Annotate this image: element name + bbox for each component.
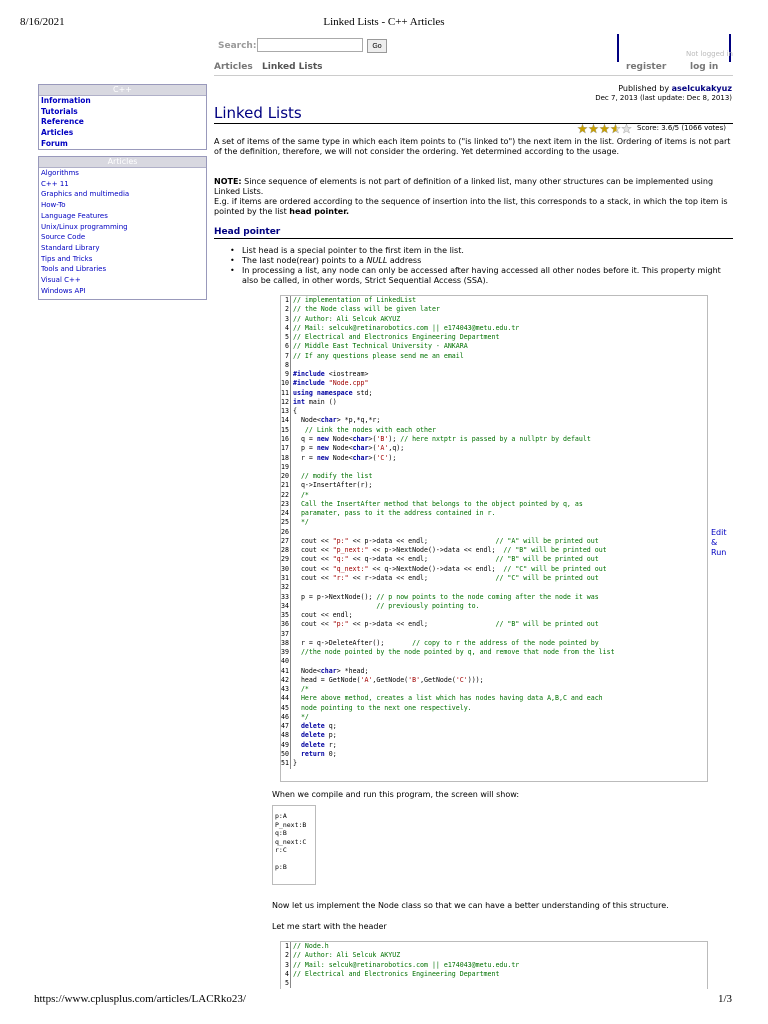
code-line xyxy=(281,574,707,583)
line-number: 12 xyxy=(281,397,289,406)
sidebar-articles-box xyxy=(38,156,207,300)
code-text: int main () xyxy=(293,397,337,406)
line-number: 33 xyxy=(281,592,289,601)
page-title: Linked Lists xyxy=(214,104,302,122)
line-number: 23 xyxy=(281,499,289,508)
code-line xyxy=(281,970,707,979)
code-text: } xyxy=(293,759,297,768)
code-line xyxy=(281,620,707,629)
sidebar-item-windows-api[interactable]: Windows API xyxy=(41,286,86,295)
line-number: 46 xyxy=(281,712,289,721)
code-text: q->InsertAfter(r); xyxy=(293,481,373,490)
code-text: #include <iostream> xyxy=(293,370,369,379)
code-line xyxy=(281,593,707,602)
code-line xyxy=(281,361,707,370)
list-item xyxy=(228,256,734,266)
code-text: // previously pointing to. xyxy=(376,601,480,610)
output-line: q_next:C xyxy=(275,837,307,846)
line-number: 36 xyxy=(281,620,289,629)
line-number: 10 xyxy=(281,379,289,388)
sidebar-cpp-header: C++ xyxy=(39,85,206,96)
code-line xyxy=(281,759,707,768)
line-number: 2 xyxy=(281,951,291,960)
star-icon[interactable] xyxy=(589,124,599,133)
code-text: // Mail: selcuk@retinarobotics.com || e174043@metu.edu.tr xyxy=(293,960,520,969)
code-text: cout << "p_next:" << p->NextNode()->data << endl; // "B" will be printed out xyxy=(293,546,607,555)
login-link[interactable]: log in xyxy=(690,62,719,72)
list-item: • In processing a list, any node can only be accessed after having accessed all other nodes before it. This property might also be called, in other words, Strict Sequential Access (SSA). xyxy=(228,266,734,286)
sidebar-item-cpp11[interactable]: C++ 11 xyxy=(41,179,69,188)
code-text: delete p; xyxy=(300,731,337,740)
line-number: 40 xyxy=(281,657,289,666)
line-number: 35 xyxy=(281,611,289,620)
code-line xyxy=(281,518,707,527)
login-box-left-border xyxy=(617,34,619,62)
line-number: 43 xyxy=(281,685,289,694)
line-number: 2 xyxy=(281,305,291,314)
code-text: */ xyxy=(293,518,309,527)
rating-score: Score: 3.6/5 (1066 votes) xyxy=(637,124,726,132)
sidebar-cpp-box xyxy=(38,84,207,150)
line-number: 6 xyxy=(281,342,291,351)
line-number: 19 xyxy=(281,462,289,471)
line-number: 30 xyxy=(281,564,289,573)
star-icon[interactable] xyxy=(611,124,621,133)
code-line xyxy=(281,611,707,620)
code-text: // Author: Ali Selcuk AKYUZ xyxy=(293,314,401,323)
code-text: /* xyxy=(293,490,309,499)
print-url: https://www.cplusplus.com/articles/LACRko23/ xyxy=(34,993,246,1005)
line-number: 47 xyxy=(281,722,289,731)
line-number: 31 xyxy=(281,573,289,582)
line-number: 11 xyxy=(281,388,289,397)
output-line xyxy=(275,855,313,864)
edit-and-run-link[interactable]: Edit & Run xyxy=(711,528,727,557)
code-text: p = new Node<char>('A',q); xyxy=(293,444,405,453)
code-text: // Electrical and Electronics Engineering Department xyxy=(293,969,500,978)
line-number: 48 xyxy=(281,731,289,740)
print-title: Linked Lists - C++ Articles xyxy=(323,16,445,28)
code-text: Node<char> *head; xyxy=(293,666,369,675)
now-text: Now let us implement the Node class so that we can have a better understanding of this structure. xyxy=(272,901,669,910)
line-number: 50 xyxy=(281,750,289,759)
code-line xyxy=(281,472,707,481)
code-line xyxy=(281,602,707,611)
line-number: 13 xyxy=(281,407,289,416)
sidebar-item-information[interactable]: Information xyxy=(41,96,91,105)
code-line xyxy=(281,731,707,740)
code-line xyxy=(281,389,707,398)
code-text: cout << "q:" << q->data << endl; // "B" will be printed out xyxy=(293,555,599,564)
line-number: 1 xyxy=(281,942,291,951)
line-number: 5 xyxy=(281,333,291,342)
output-line: P_next:B xyxy=(275,820,307,829)
code-line xyxy=(281,463,707,472)
code-text: delete q; xyxy=(300,722,337,731)
code-text: q = new Node<char>('B'); // here nxtptr is passed by a nullptr by default xyxy=(293,434,591,443)
code-line xyxy=(281,676,707,685)
line-number: 49 xyxy=(281,740,289,749)
line-number: 44 xyxy=(281,694,289,703)
sidebar-articles-header: Articles xyxy=(39,157,206,168)
code-text: r = new Node<char>('C'); xyxy=(293,453,397,462)
search-input[interactable] xyxy=(257,38,363,52)
section-heading-head-pointer: Head pointer xyxy=(214,227,281,237)
code-line xyxy=(281,426,707,435)
sidebar-item-unix-linux[interactable]: Unix/Linux programming xyxy=(41,222,128,231)
line-number: 20 xyxy=(281,472,289,481)
code-text: // modify the list xyxy=(300,472,373,481)
code-line xyxy=(281,416,707,425)
code-text: head = GetNode('A',GetNode('B',GetNode('C'))); xyxy=(293,675,484,684)
code-text: paramater, pass to it the address contained in r. xyxy=(293,509,496,518)
line-number: 16 xyxy=(281,434,289,443)
code-text: /* xyxy=(293,685,309,694)
sidebar-item-articles[interactable]: Articles xyxy=(41,128,74,138)
sidebar-item-graphics[interactable]: Graphics and multimedia xyxy=(41,190,130,199)
code-line xyxy=(281,685,707,694)
line-number: 21 xyxy=(281,481,289,490)
line-number: 27 xyxy=(281,536,289,545)
code-line xyxy=(281,722,707,731)
line-number: 29 xyxy=(281,555,289,564)
line-number: 8 xyxy=(281,361,291,370)
output-line: q:B xyxy=(275,829,287,837)
sidebar-item-forum[interactable]: Forum xyxy=(41,138,68,148)
sidebar-item-source-code[interactable]: Source Code xyxy=(41,233,86,242)
code-line xyxy=(281,667,707,676)
code-line xyxy=(281,398,707,407)
sidebar-item-tips[interactable]: Tips and Tricks xyxy=(41,254,93,263)
code-line xyxy=(281,315,707,324)
code-line xyxy=(281,713,707,722)
code-text: // Link the nodes with each other xyxy=(304,425,436,434)
code-line xyxy=(281,657,707,666)
code-line xyxy=(281,342,707,351)
line-number: 18 xyxy=(281,453,289,462)
star-icon[interactable] xyxy=(622,124,632,133)
code-block-node-header[interactable] xyxy=(280,941,708,989)
line-number: 15 xyxy=(281,425,289,434)
code-line xyxy=(281,630,707,639)
code-line xyxy=(281,509,707,518)
sidebar-item-reference[interactable]: Reference xyxy=(41,117,84,127)
output-line: p:B xyxy=(275,863,287,871)
code-text: // Electrical and Electronics Engineering Department xyxy=(293,333,500,342)
note-label: NOTE: xyxy=(214,177,242,186)
article-dates: Dec 7, 2013 (last update: Dec 8, 2013) xyxy=(595,94,732,102)
not-logged-in-text: Not logged in xyxy=(686,50,733,58)
breadcrumb-articles[interactable]: Articles xyxy=(214,62,253,72)
program-output-box xyxy=(272,805,316,885)
code-line xyxy=(281,750,707,759)
line-number: 42 xyxy=(281,675,289,684)
published-prefix: Published by xyxy=(618,84,672,93)
print-date: 8/16/2021 xyxy=(20,16,65,28)
go-button[interactable]: Go xyxy=(367,39,387,53)
code-line xyxy=(281,379,707,388)
code-line xyxy=(281,961,707,970)
rating-stars[interactable] xyxy=(577,124,633,134)
intro-paragraph: A set of items of the same type in which each item points to ("is linked to") the next item in the list. Ordering of items is not part of the definition, therefore, we will not consider the ordering. Yet determined according to the usage. xyxy=(214,137,731,156)
line-number: 26 xyxy=(281,527,289,536)
sidebar-item-language-features[interactable]: Language Features xyxy=(41,211,108,220)
sidebar-item-visual-cpp[interactable]: Visual C++ xyxy=(41,276,81,285)
sidebar-item-standard-library[interactable]: Standard Library xyxy=(41,243,100,252)
code-text: p = p->NextNode(); // p now points to the node coming after the node it was xyxy=(293,592,599,601)
code-text: // implementation of LinkedList xyxy=(293,296,417,304)
code-text: using namespace std; xyxy=(293,388,373,397)
code-text: // Author: Ali Selcuk AKYUZ xyxy=(293,951,401,960)
code-line xyxy=(281,352,707,361)
code-line xyxy=(281,500,707,509)
code-line xyxy=(281,491,707,500)
code-line xyxy=(281,565,707,574)
code-text: // Mail: selcuk@retinarobotics.com || e174043@metu.edu.tr xyxy=(293,323,520,332)
list-item: • List head is a special pointer to the first item in the list. xyxy=(228,246,734,256)
code-text: Call the InsertAfter method that belongs to the object pointed by q, as xyxy=(293,499,583,508)
line-number: 38 xyxy=(281,638,289,647)
line-number: 7 xyxy=(281,352,291,361)
code-text: node pointing to the next one respectively. xyxy=(293,703,472,712)
head-pointer-list xyxy=(228,246,734,286)
code-line xyxy=(281,583,707,592)
line-number: 4 xyxy=(281,970,291,979)
code-line xyxy=(281,639,707,648)
sidebar-item-howto[interactable]: How-To xyxy=(41,201,66,210)
line-number: 3 xyxy=(281,961,291,970)
line-number: 37 xyxy=(281,629,289,638)
line-number: 28 xyxy=(281,546,289,555)
code-line xyxy=(281,528,707,537)
code-line xyxy=(281,305,707,314)
line-number: 25 xyxy=(281,518,289,527)
author-link[interactable]: aselcukakyuz xyxy=(671,84,732,93)
code-text: // the Node class will be given later xyxy=(293,305,440,314)
output-line: r:C xyxy=(275,846,287,854)
section-divider xyxy=(214,238,733,239)
line-number: 45 xyxy=(281,703,289,712)
line-number: 3 xyxy=(281,315,291,324)
code-text: cout << "p:" << p->data << endl; // "A" will be printed out xyxy=(293,536,599,545)
code-line xyxy=(281,454,707,463)
example-paragraph xyxy=(214,197,732,217)
code-line xyxy=(281,481,707,490)
bullet2-null: NULL xyxy=(366,256,388,265)
code-line xyxy=(281,333,707,342)
code-text: cout << "r:" << r->data << endl; // "C" will be printed out xyxy=(293,573,599,582)
note-text: Since sequence of elements is not part of definition of a linked list, many other structures can be implemented using Linked Lists. xyxy=(214,177,714,196)
code-line xyxy=(281,741,707,750)
code-line xyxy=(281,435,707,444)
line-number: 17 xyxy=(281,444,289,453)
output-line: p:A xyxy=(275,812,287,820)
code-line xyxy=(281,407,707,416)
line-number: 9 xyxy=(281,370,291,379)
top-divider xyxy=(214,75,733,76)
code-line xyxy=(281,555,707,564)
code-text: // If any questions please send me an email xyxy=(293,351,464,360)
code-text: { xyxy=(293,407,297,416)
code-text: cout << "q_next:" << q->NextNode()->data << endl; // "C" will be printed out xyxy=(293,564,607,573)
sidebar-item-tutorials[interactable]: Tutorials xyxy=(41,106,78,116)
line-number: 32 xyxy=(281,583,289,592)
code-line xyxy=(281,370,707,379)
star-icon[interactable] xyxy=(578,124,588,133)
code-line xyxy=(281,694,707,703)
line-number: 51 xyxy=(281,759,289,768)
code-text: cout << "p:" << p->data << endl; // "B" will be printed out xyxy=(293,620,599,629)
sidebar-item-tools[interactable]: Tools and Libraries xyxy=(41,265,107,274)
code-text: // Middle East Technical University - ANKARA xyxy=(293,342,468,351)
line-number: 5 xyxy=(281,979,291,988)
code-line xyxy=(281,979,707,988)
code-line xyxy=(281,444,707,453)
code-line xyxy=(281,648,707,657)
code-line xyxy=(281,951,707,960)
example-bold: head pointer. xyxy=(289,207,350,216)
note-paragraph xyxy=(214,177,732,197)
line-number: 34 xyxy=(281,601,289,610)
code-text: return 0; xyxy=(300,750,337,759)
code-text: //the node pointed by the node pointed by q, and remove that node from the list xyxy=(300,648,615,657)
code-text: delete r; xyxy=(300,740,337,749)
line-number: 14 xyxy=(281,416,289,425)
sidebar-item-algorithms[interactable]: Algorithms xyxy=(41,169,79,177)
code-block-main[interactable] xyxy=(280,295,708,782)
register-link[interactable]: register xyxy=(626,62,667,72)
published-by xyxy=(540,84,732,93)
code-text: Here above method, creates a list which has nodes having data A,B,C and each xyxy=(293,694,603,703)
code-text: // Node.h xyxy=(293,942,329,950)
search-label: Search: xyxy=(218,41,257,51)
star-icon[interactable] xyxy=(600,124,610,133)
code-text: Node<char> *p,*q,*r; xyxy=(293,416,381,425)
line-number: 4 xyxy=(281,324,291,333)
code-text: #include "Node.cpp" xyxy=(293,379,369,388)
line-number: 39 xyxy=(281,648,289,657)
code-text: cout << endl; xyxy=(293,611,353,620)
print-page-number: 1/3 xyxy=(718,993,733,1005)
code-text: r = q->DeleteAfter(); // copy to r the address of the node pointed by xyxy=(293,638,599,647)
breadcrumb-current: Linked Lists xyxy=(262,62,323,72)
code-line xyxy=(281,324,707,333)
start-text: Let me start with the header xyxy=(272,922,387,931)
code-line xyxy=(281,537,707,546)
line-number: 41 xyxy=(281,666,289,675)
line-number: 1 xyxy=(281,296,291,305)
compile-text: When we compile and run this program, the screen will show: xyxy=(272,790,520,799)
bullet2-pre: The last node(rear) points to a xyxy=(242,256,367,265)
line-number: 22 xyxy=(281,490,289,499)
code-line xyxy=(281,546,707,555)
line-number: 24 xyxy=(281,509,289,518)
code-line xyxy=(281,942,707,951)
code-line xyxy=(281,296,707,305)
bullet2-post: address xyxy=(387,256,422,265)
example-text: E.g. if items are ordered according to the sequence of insertion into the list, this corresponds to a stack, in which the top item is pointed by the list xyxy=(214,197,728,216)
code-text: */ xyxy=(293,712,309,721)
code-line xyxy=(281,704,707,713)
